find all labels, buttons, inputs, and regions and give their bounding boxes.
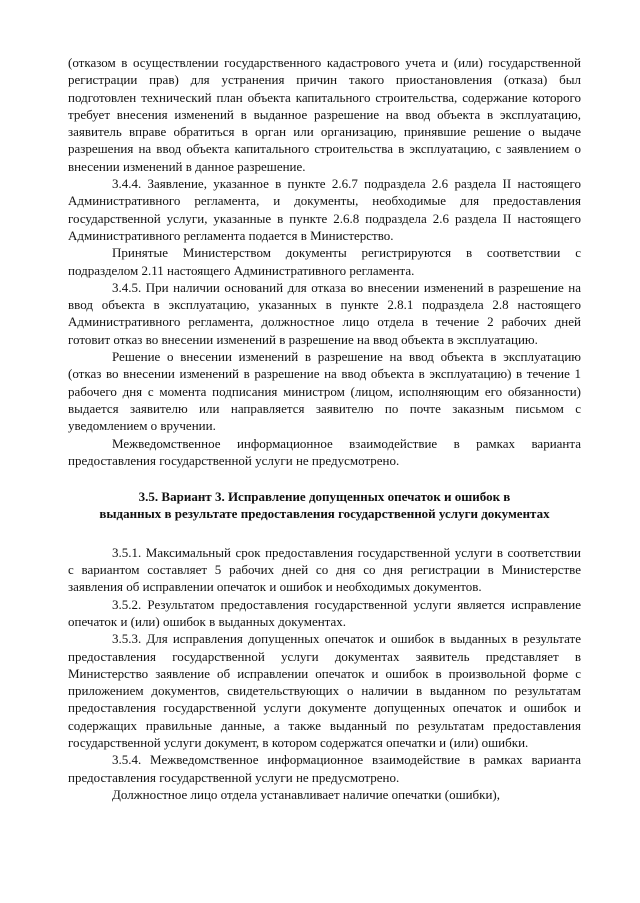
paragraph-decision: Решение о внесении изменений в разрешение на ввод объекта в эксплуатацию (отказ во внесении изменений в разрешение на ввод объекта в эксплуатацию) в течение 1 рабочего дня с момента подписания министром (лицом, исполняющим его обязанности) выдается заявителю или направляется заявителю по почте заказным письмом с уведомлением о вручении. [68,349,581,434]
paragraph-3-4-4: 3.4.4. Заявление, указанное в пункте 2.6.7 подраздела 2.6 раздела II настоящего Административного регламента, и документы, необходимые для предоставления государственной услуги, указанные в пункте 2.6.8 подраздела 2.6 раздела II настоящего Административного регламента подается в Министерство. [68,176,581,243]
paragraph-continuation: (отказом в осуществлении государственного кадастрового учета и (или) государственной регистрации прав) для устранения причин такого приостановления (отказа) был подготовлен технический план объекта капитального строительства, содержание которого требует внесения изменений в выданное разрешение на ввод объекта в эксплуатацию, заявитель вправе обратиться в орган или организацию, принявшие решение о выдаче разрешения на ввод объекта капитального строительства в эксплуатацию, с заявлением о внесении изменений в данное разрешение. [68,55,581,174]
document-page [68,54,581,803]
paragraph-3-5-1: 3.5.1. Максимальный срок предоставления государственной услуги в соответствии с вариантом составляет 5 рабочих дней со дня со дня регистрации в Министерстве заявления об исправлении опечаток и ошибок и необходимых документов. [68,544,581,595]
paragraph-interagency: Межведомственное информационное взаимодействие в рамках варианта предоставления государственной услуги не предусмотрено. [68,435,581,468]
paragraph-3-5-4: 3.5.4. Межведомственное информационное взаимодействие в рамках варианта предоставления государственной услуги не предусмотрено. [68,752,581,785]
section-heading-line-1: 3.5. Вариант 3. Исправление допущенных опечаток и ошибок в [138,489,511,505]
paragraph-3-4-5: 3.4.5. При наличии оснований для отказа во внесении изменений в разрешение на ввод объекта в эксплуатацию, указанных в пункте 2.8.1 подраздела 2.8 настоящего Административного регламента, должностное лицо отдела в течение 2 рабочих дней готовит отказ во внесении изменений в разрешение на ввод объекта в эксплуатацию. [68,279,581,347]
paragraph-3-5-3: 3.5.3. Для исправления допущенных опечаток и ошибок в выданных в результате предоставления государственной услуги документах заявитель представляет в Министерство заявление об исправлении опечаток и ошибок в произвольной форме с приложением документов, свидетельствующих о наличии в выданном по результатам предоставления государственной услуги документе допущенных опечаток и ошибок и содержащих правильные данные, а также выданный по результатам предоставления государственной услуги документ, в котором содержатся опечатки и (или) ошибки. [68,631,581,750]
paragraph-3-5-2: 3.5.2. Результатом предоставления государственной услуги является исправление опечаток и (или) ошибок в выданных документах. [68,596,581,629]
section-heading-3-5 [68,488,581,523]
section-heading-line-2: выданных в результате предоставления государственной услуги документах [99,506,550,522]
paragraph-official: Должностное лицо отдела устанавливает наличие опечатки (ошибки), [112,786,501,802]
paragraph-registration: Принятые Министерством документы регистрируются в соответствии с подразделом 2.11 настоящего Административного регламента. [68,245,581,278]
